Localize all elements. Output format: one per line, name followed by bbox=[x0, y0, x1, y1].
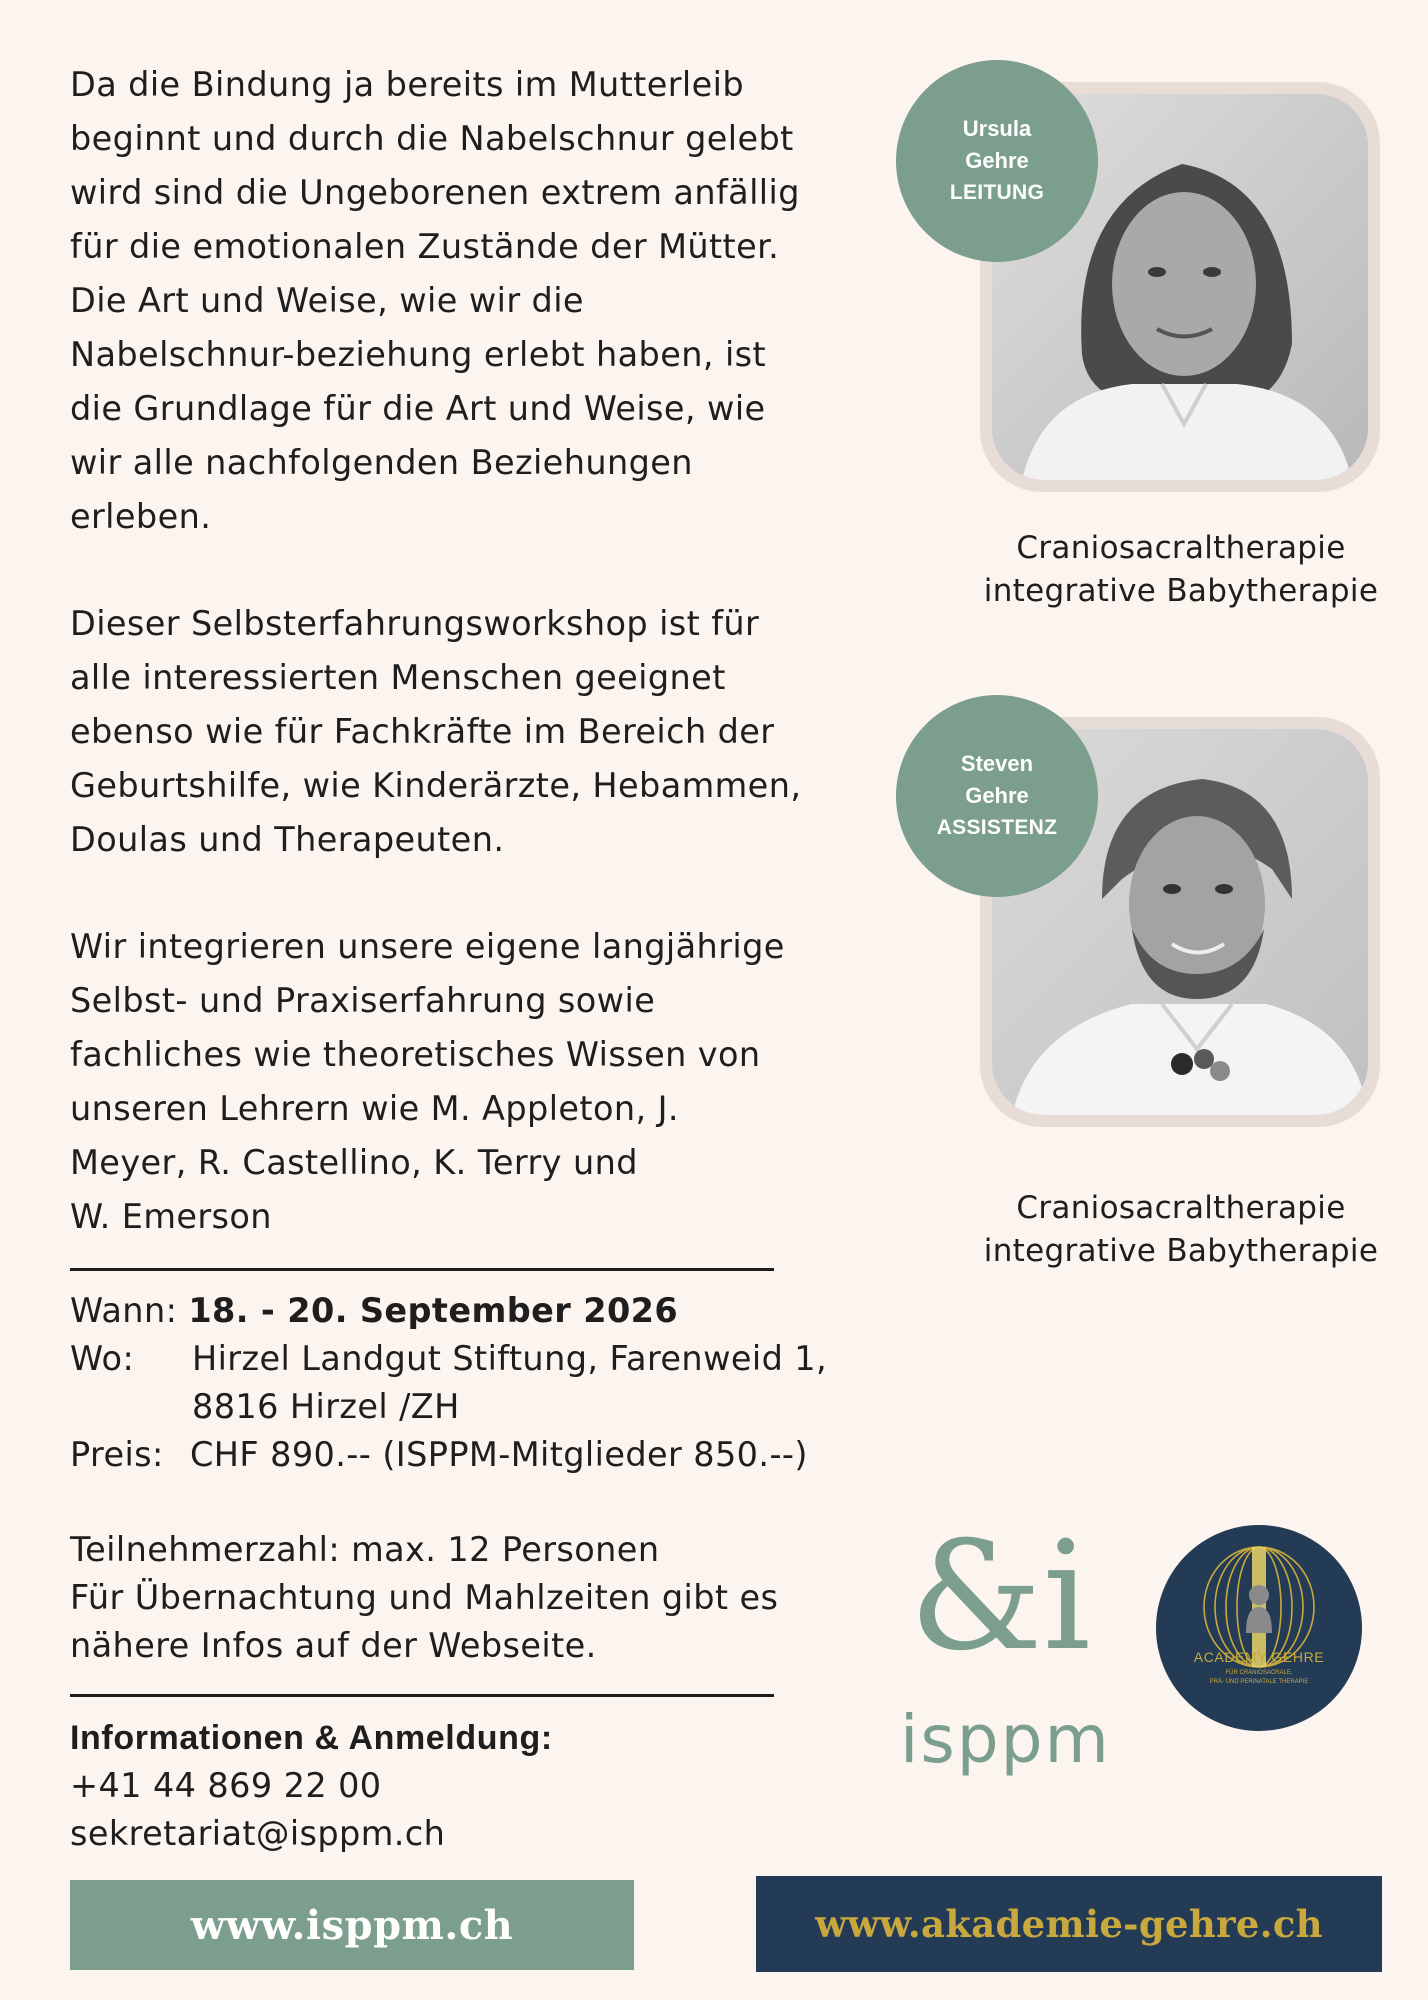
text-line: beginnt und durch die Nabelschnur gelebt bbox=[70, 119, 794, 158]
role-label: LEITUNG bbox=[949, 181, 1045, 204]
accommodation-line-2: nähere Infos auf der Webseite. bbox=[70, 1626, 597, 1665]
text-line: W. Emerson bbox=[70, 1197, 272, 1236]
text-line: wird sind die Ungeborenen extrem anfällig bbox=[70, 173, 800, 212]
academy-gehre-logo bbox=[1156, 1525, 1362, 1731]
intro-paragraph-1 bbox=[70, 58, 910, 544]
preis-value: CHF 890.-- (ISPPM-Mitglieder 850.--) bbox=[190, 1435, 808, 1474]
academy-emblem-icon bbox=[1156, 1525, 1362, 1731]
participants-info: Teilnehmerzahl: max. 12 Personen bbox=[70, 1530, 660, 1569]
caption-line-1: Craniosacraltherapie bbox=[1016, 530, 1346, 566]
divider-top bbox=[70, 1268, 774, 1271]
text-line: Die Art und Weise, wie wir die bbox=[70, 281, 584, 320]
first-name: Steven bbox=[960, 751, 1034, 776]
wo-line-1: Hirzel Landgut Stiftung, Farenweid 1, bbox=[192, 1339, 828, 1378]
caption-line-2: integrative Babytherapie bbox=[983, 573, 1379, 609]
intro-paragraph-3 bbox=[70, 920, 910, 1244]
akademie-website-button[interactable]: www.akademie-gehre.ch bbox=[756, 1876, 1382, 1972]
intro-paragraph-2 bbox=[70, 597, 910, 867]
role-label: ASSISTENZ bbox=[936, 816, 1058, 839]
last-name: Gehre bbox=[965, 148, 1029, 173]
wo-line-2: 8816 Hirzel /ZH bbox=[192, 1387, 460, 1426]
academy-subtitle-2: PRÄ- UND PERINATALE THERAPIE bbox=[1209, 1679, 1309, 1685]
text-line: Doulas und Therapeuten. bbox=[70, 820, 505, 859]
text-line: Meyer, R. Castellino, K. Terry und bbox=[70, 1143, 638, 1182]
caption-ursula bbox=[951, 527, 1411, 613]
text-line: unseren Lehrern wie M. Appleton, J. bbox=[70, 1089, 679, 1128]
wann-value: 18. - 20. September 2026 bbox=[188, 1291, 679, 1330]
isppm-logo bbox=[900, 1510, 1111, 1778]
text-line: Dieser Selbsterfahrungsworkshop ist für bbox=[70, 604, 760, 643]
contact-email[interactable]: sekretariat@isppm.ch bbox=[70, 1814, 446, 1853]
wo-label: Wo: bbox=[70, 1339, 135, 1378]
text-line: fachliches wie theoretisches Wissen von bbox=[70, 1035, 761, 1074]
name-badge-steven bbox=[896, 695, 1098, 897]
isppm-website-button[interactable]: www.isppm.ch bbox=[70, 1880, 634, 1970]
isppm-wordmark: isppm bbox=[900, 1701, 1111, 1778]
text-line: Selbst- und Praxiserfahrung sowie bbox=[70, 981, 656, 1020]
divider-bottom bbox=[70, 1694, 774, 1697]
event-date bbox=[70, 1287, 678, 1335]
text-line: Geburtshilfe, wie Kinderärzte, Hebammen, bbox=[70, 766, 802, 805]
wann-label: Wann: bbox=[70, 1291, 178, 1330]
text-line: wir alle nachfolgenden Beziehungen bbox=[70, 443, 693, 482]
last-name: Gehre bbox=[965, 783, 1029, 808]
caption-line-1: Craniosacraltherapie bbox=[1016, 1190, 1346, 1226]
first-name: Ursula bbox=[962, 116, 1032, 141]
text-line: erleben. bbox=[70, 497, 212, 536]
text-line: die Grundlage für die Art und Weise, wie bbox=[70, 389, 766, 428]
academy-title: ACADEMY GEHRE bbox=[1193, 1649, 1325, 1665]
text-line: alle interessierten Menschen geeignet bbox=[70, 658, 726, 697]
caption-line-2: integrative Babytherapie bbox=[983, 1233, 1379, 1269]
name-badge-ursula bbox=[896, 60, 1098, 262]
text-line: ebenso wie für Fachkräfte im Bereich der bbox=[70, 712, 775, 751]
academy-subtitle-1: FÜR CRANIOSACRALE, bbox=[1225, 1670, 1293, 1676]
preis-label: Preis: bbox=[70, 1435, 164, 1474]
text-line: für die emotionalen Zustände der Mütter. bbox=[70, 227, 780, 266]
contact-phone[interactable]: +41 44 869 22 00 bbox=[70, 1766, 382, 1805]
accommodation-line-1: Für Übernachtung und Mahlzeiten gibt es bbox=[70, 1578, 779, 1617]
caption-steven bbox=[951, 1187, 1411, 1273]
isppm-ampersand-icon: &i bbox=[909, 1510, 1091, 1684]
text-line: Da die Bindung ja bereits im Mutterleib bbox=[70, 65, 744, 104]
text-line: Wir integrieren unsere eigene langjährige bbox=[70, 927, 785, 966]
text-line: Nabelschnur-beziehung erlebt haben, ist bbox=[70, 335, 767, 374]
contact-heading: Informationen & Anmeldung: bbox=[70, 1719, 553, 1757]
